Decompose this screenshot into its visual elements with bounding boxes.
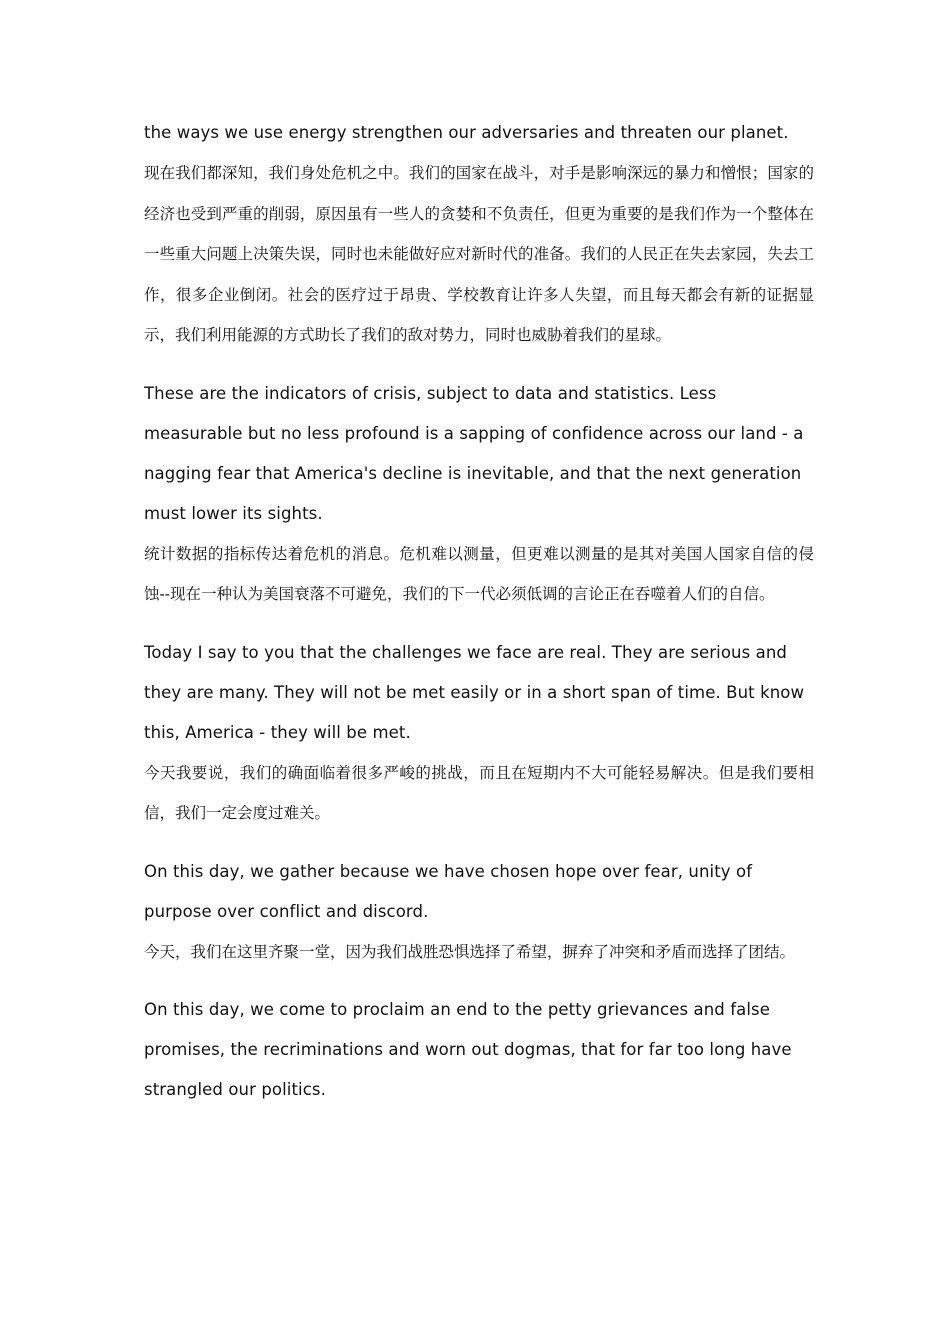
chinese-paragraph-2: 统计数据的指标传达着危机的消息。危机难以测量，但更难以测量的是其对美国人国家自信的侵蚀--现在一种认为美国衰落不可避免，我们的下一代必须低调的言论正在吞噬着人们的自信。 <box>144 544 814 603</box>
paragraph-spacer <box>144 356 814 374</box>
paragraph-spacer <box>144 615 814 633</box>
speech-text <box>144 113 814 1110</box>
chinese-paragraph-1: 现在我们都深知，我们身处危机之中。我们的国家在战斗，对手是影响深远的暴力和憎恨；国家的经济也受到严重的削弱，原因虽有一些人的贪婪和不负责任，但更为重要的是我们作为一个整体在一些重大问题上决策失误，同时也未能做好应对新时代的准备。我们的人民正在失去家园，失去工作，很多企业倒闭。社会的医疗过于昂贵、学校教育让许多人失望，而且每天都会有新的证据显示，我们利用能源的方式助长了我们的敌对势力，同时也威胁着我们的星球。 <box>144 164 814 344</box>
english-paragraph-2: These are the indicators of crisis, subject to data and statistics. Less measurable but no less profound is a sapping of confidence across our land - a nagging fear that America's decline is inevitable, and that the next generation must lower its sights. <box>144 383 804 523</box>
chinese-paragraph-4: 今天，我们在这里齐聚一堂，因为我们战胜恐惧选择了希望，摒弃了冲突和矛盾而选择了团结。 <box>144 942 796 961</box>
paragraph-spacer <box>144 834 814 852</box>
english-paragraph-4: On this day, we gather because we have chosen hope over fear, unity of purpose over conflict and discord. <box>144 861 753 921</box>
english-paragraph-1: the ways we use energy strengthen our adversaries and threaten our planet. <box>144 123 789 142</box>
paragraph-spacer <box>144 972 814 990</box>
chinese-paragraph-3: 今天我要说，我们的确面临着很多严峻的挑战，而且在短期内不大可能轻易解决。但是我们要相信，我们一定会度过难关。 <box>144 763 814 822</box>
english-paragraph-3: Today I say to you that the challenges we face are real. They are serious and they are many. They will not be met easily or in a short span of time. But know this, America - they will be met. <box>144 642 805 742</box>
english-paragraph-5: On this day, we come to proclaim an end to the petty grievances and false promises, the recriminations and worn out dogmas, that for far too long have strangled our politics. <box>144 1000 792 1099</box>
